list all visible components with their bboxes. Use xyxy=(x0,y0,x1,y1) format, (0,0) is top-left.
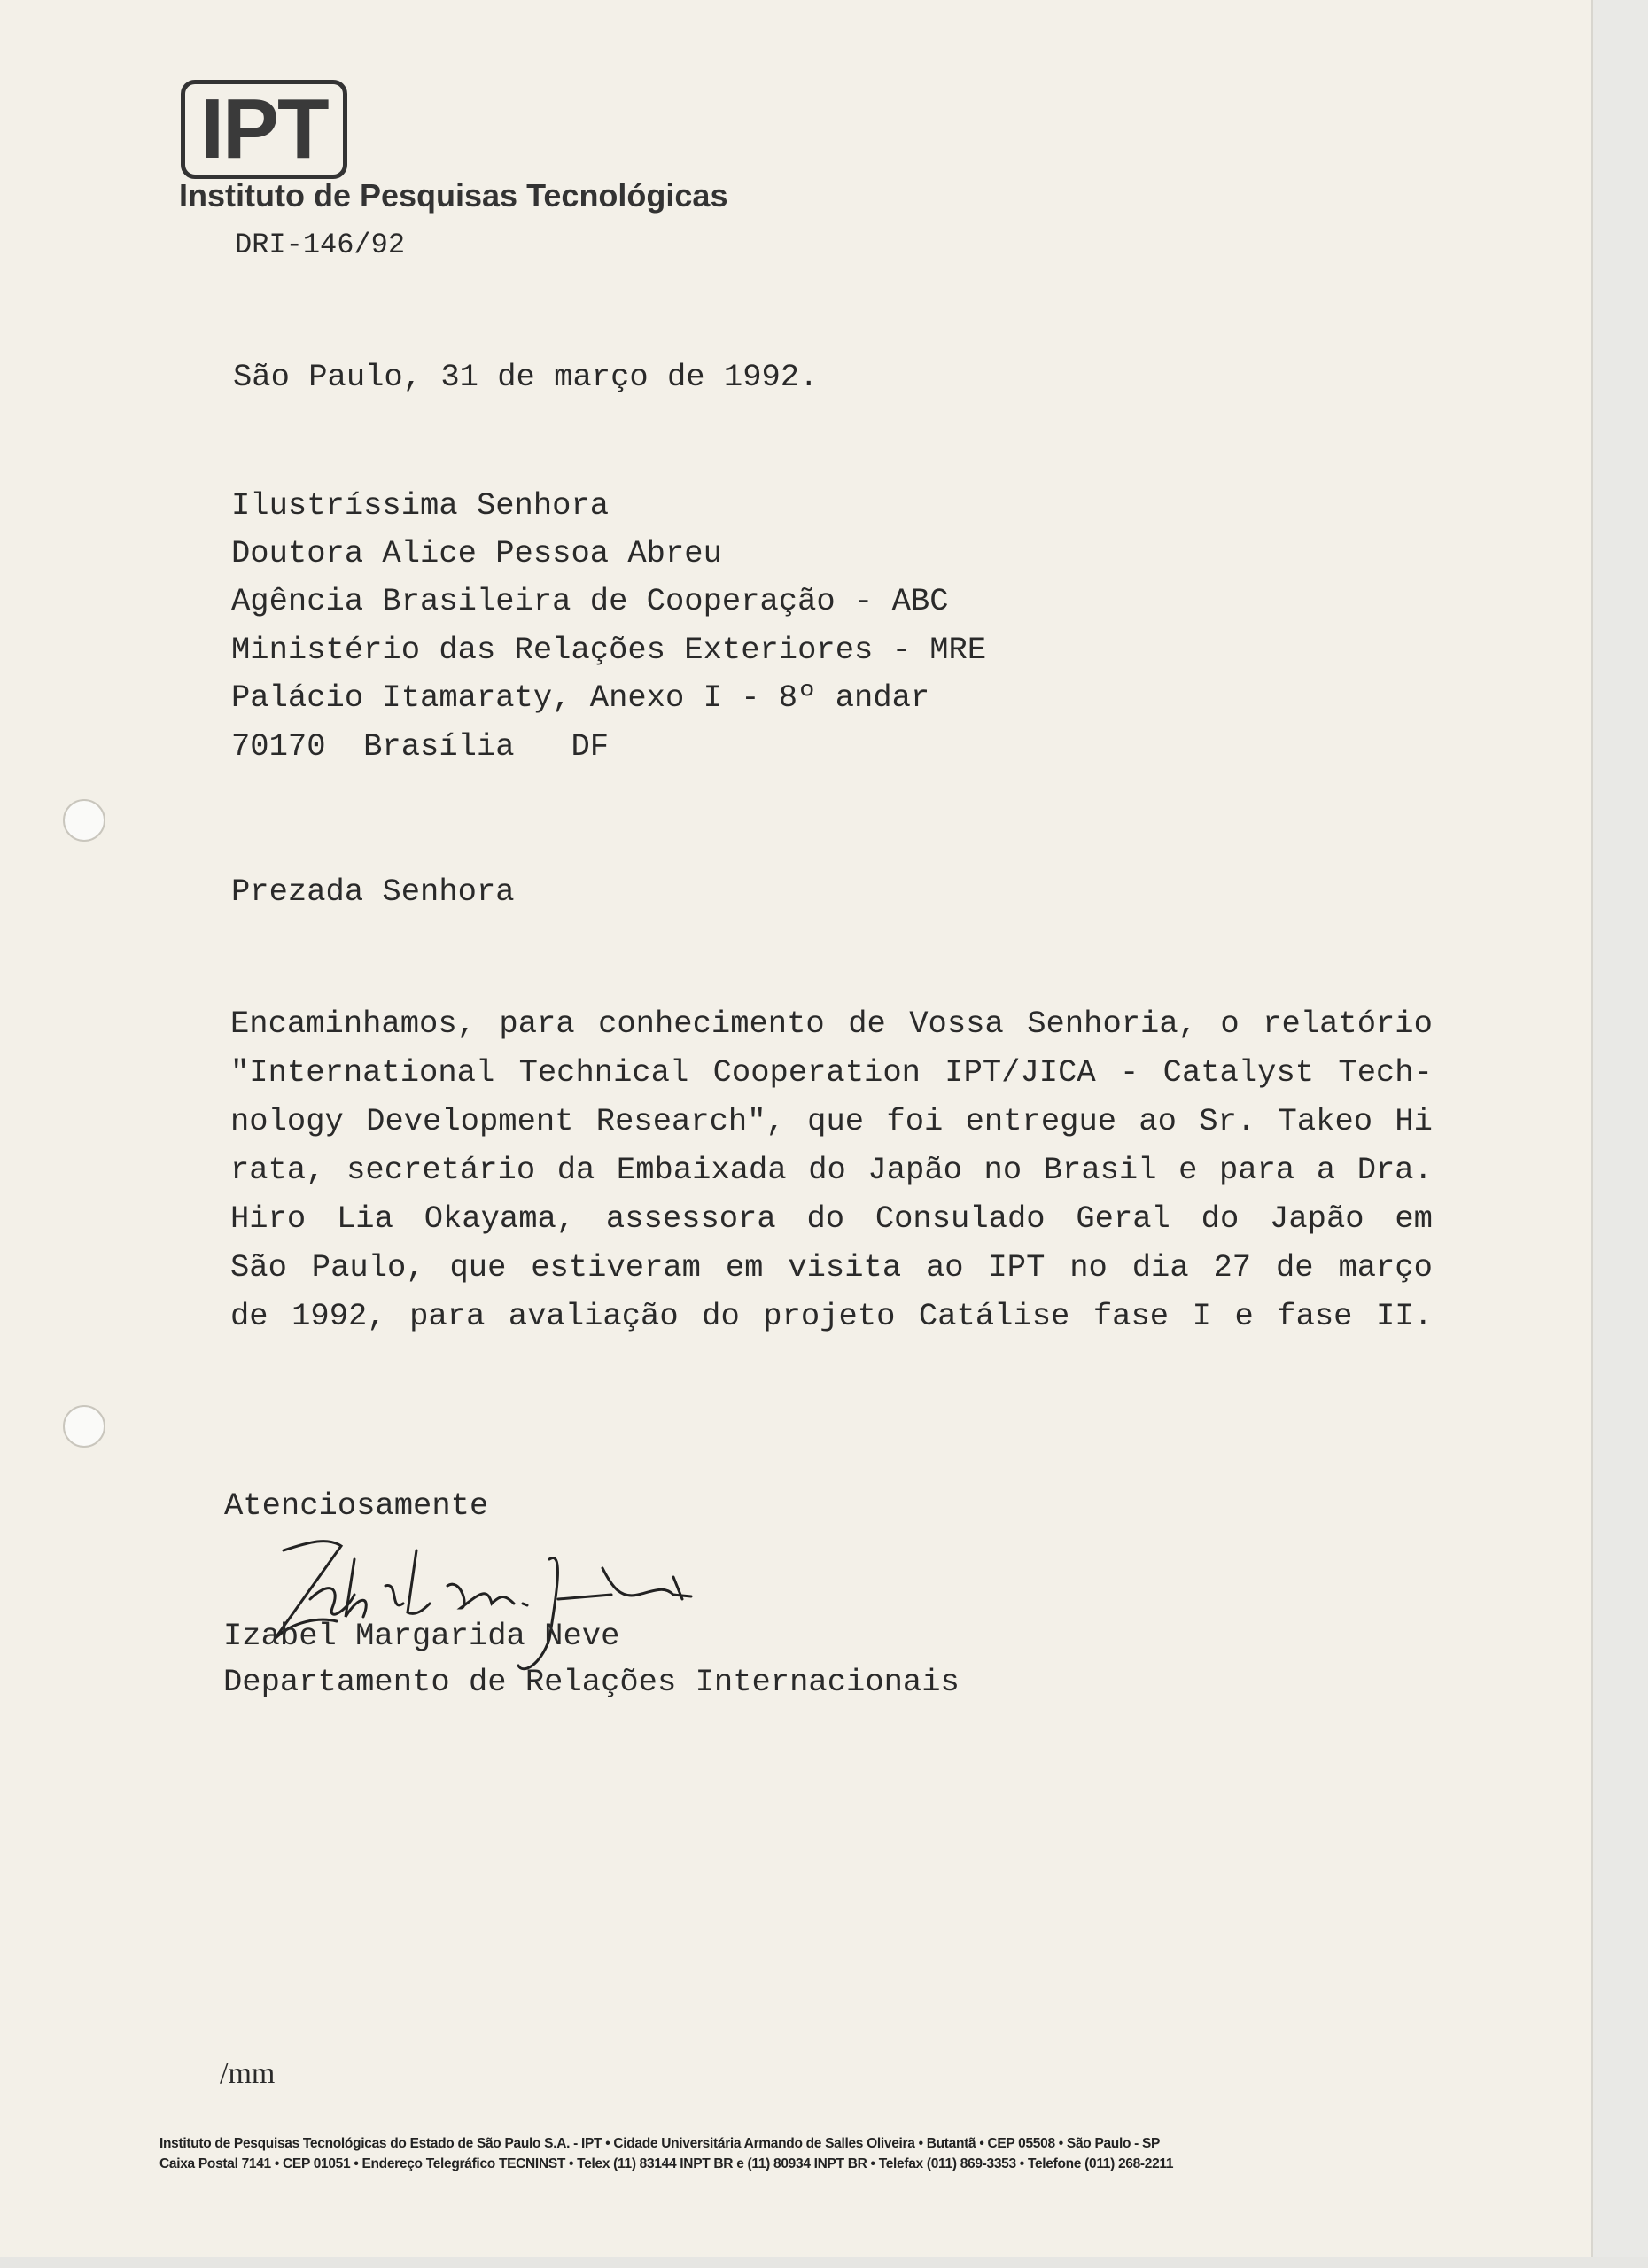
address-line: Ilustríssima Senhora xyxy=(231,487,610,524)
signatory-name: Izabel Margarida Neve xyxy=(223,1618,620,1654)
body-line: Hiro Lia Okayama, assessora do Consulado Geral do Japão em xyxy=(230,1200,1433,1237)
address-line: Doutora Alice Pessoa Abreu xyxy=(231,535,722,571)
body-line: nology Development Research", que foi entregue ao Sr. Takeo Hi xyxy=(230,1103,1433,1139)
address-line: Ministério das Relações Exteriores - MRE xyxy=(231,632,987,668)
body-line: Encaminhamos, para conhecimento de Vossa Senhoria, o relatório xyxy=(230,1006,1433,1042)
page-edge xyxy=(1591,0,1648,2268)
closing: Atenciosamente xyxy=(224,1487,489,1524)
salutation: Prezada Senhora xyxy=(231,874,515,910)
page-bottom-edge xyxy=(0,2257,1648,2268)
handwritten-signature xyxy=(257,1533,727,1683)
footer-line: Instituto de Pesquisas Tecnológicas do Estado de São Paulo S.A. - IPT • Cidade Universitária Armando de Salles Oliveira • Butantã • CEP 05508 • São Paulo - SP xyxy=(159,2136,1161,2151)
logo-text: IPT xyxy=(200,82,328,176)
address-line: Agência Brasileira de Cooperação - ABC xyxy=(231,583,949,619)
punch-hole xyxy=(63,799,105,842)
address-line: 70170 Brasília DF xyxy=(231,728,610,765)
letterhead-footer xyxy=(159,2133,1411,2174)
body-line: São Paulo, que estiveram em visita ao IPT no dia 27 de março xyxy=(230,1249,1433,1285)
letter-body xyxy=(230,999,1433,1340)
date-line: São Paulo, 31 de março de 1992. xyxy=(233,359,819,395)
body-line: rata, secretário da Embaixada do Japão no Brasil e para a Dra. xyxy=(230,1152,1433,1188)
body-line: de 1992, para avaliação do projeto Catálise fase I e fase II. xyxy=(230,1298,1433,1334)
punch-hole xyxy=(63,1405,105,1448)
typist-initials: /mm xyxy=(220,2057,276,2090)
institution-name: Instituto de Pesquisas Tecnológicas xyxy=(179,177,728,214)
body-line: "International Technical Cooperation IPT/JICA - Catalyst Tech- xyxy=(230,1054,1433,1091)
footer-line: Caixa Postal 7141 • CEP 01051 • Endereço Telegráfico TECNINST • Telex (11) 83144 INPT BR e (11) 80934 INPT BR • Telefax (011) 869-3353 • Telefone (011) 268-2211 xyxy=(159,2156,1174,2171)
reference-number: DRI-146/92 xyxy=(235,229,406,261)
signatory-department: Departamento de Relações Internacionais xyxy=(223,1664,960,1700)
address-line: Palácio Itamaraty, Anexo I - 8º andar xyxy=(231,680,930,716)
ipt-logo xyxy=(181,80,347,179)
